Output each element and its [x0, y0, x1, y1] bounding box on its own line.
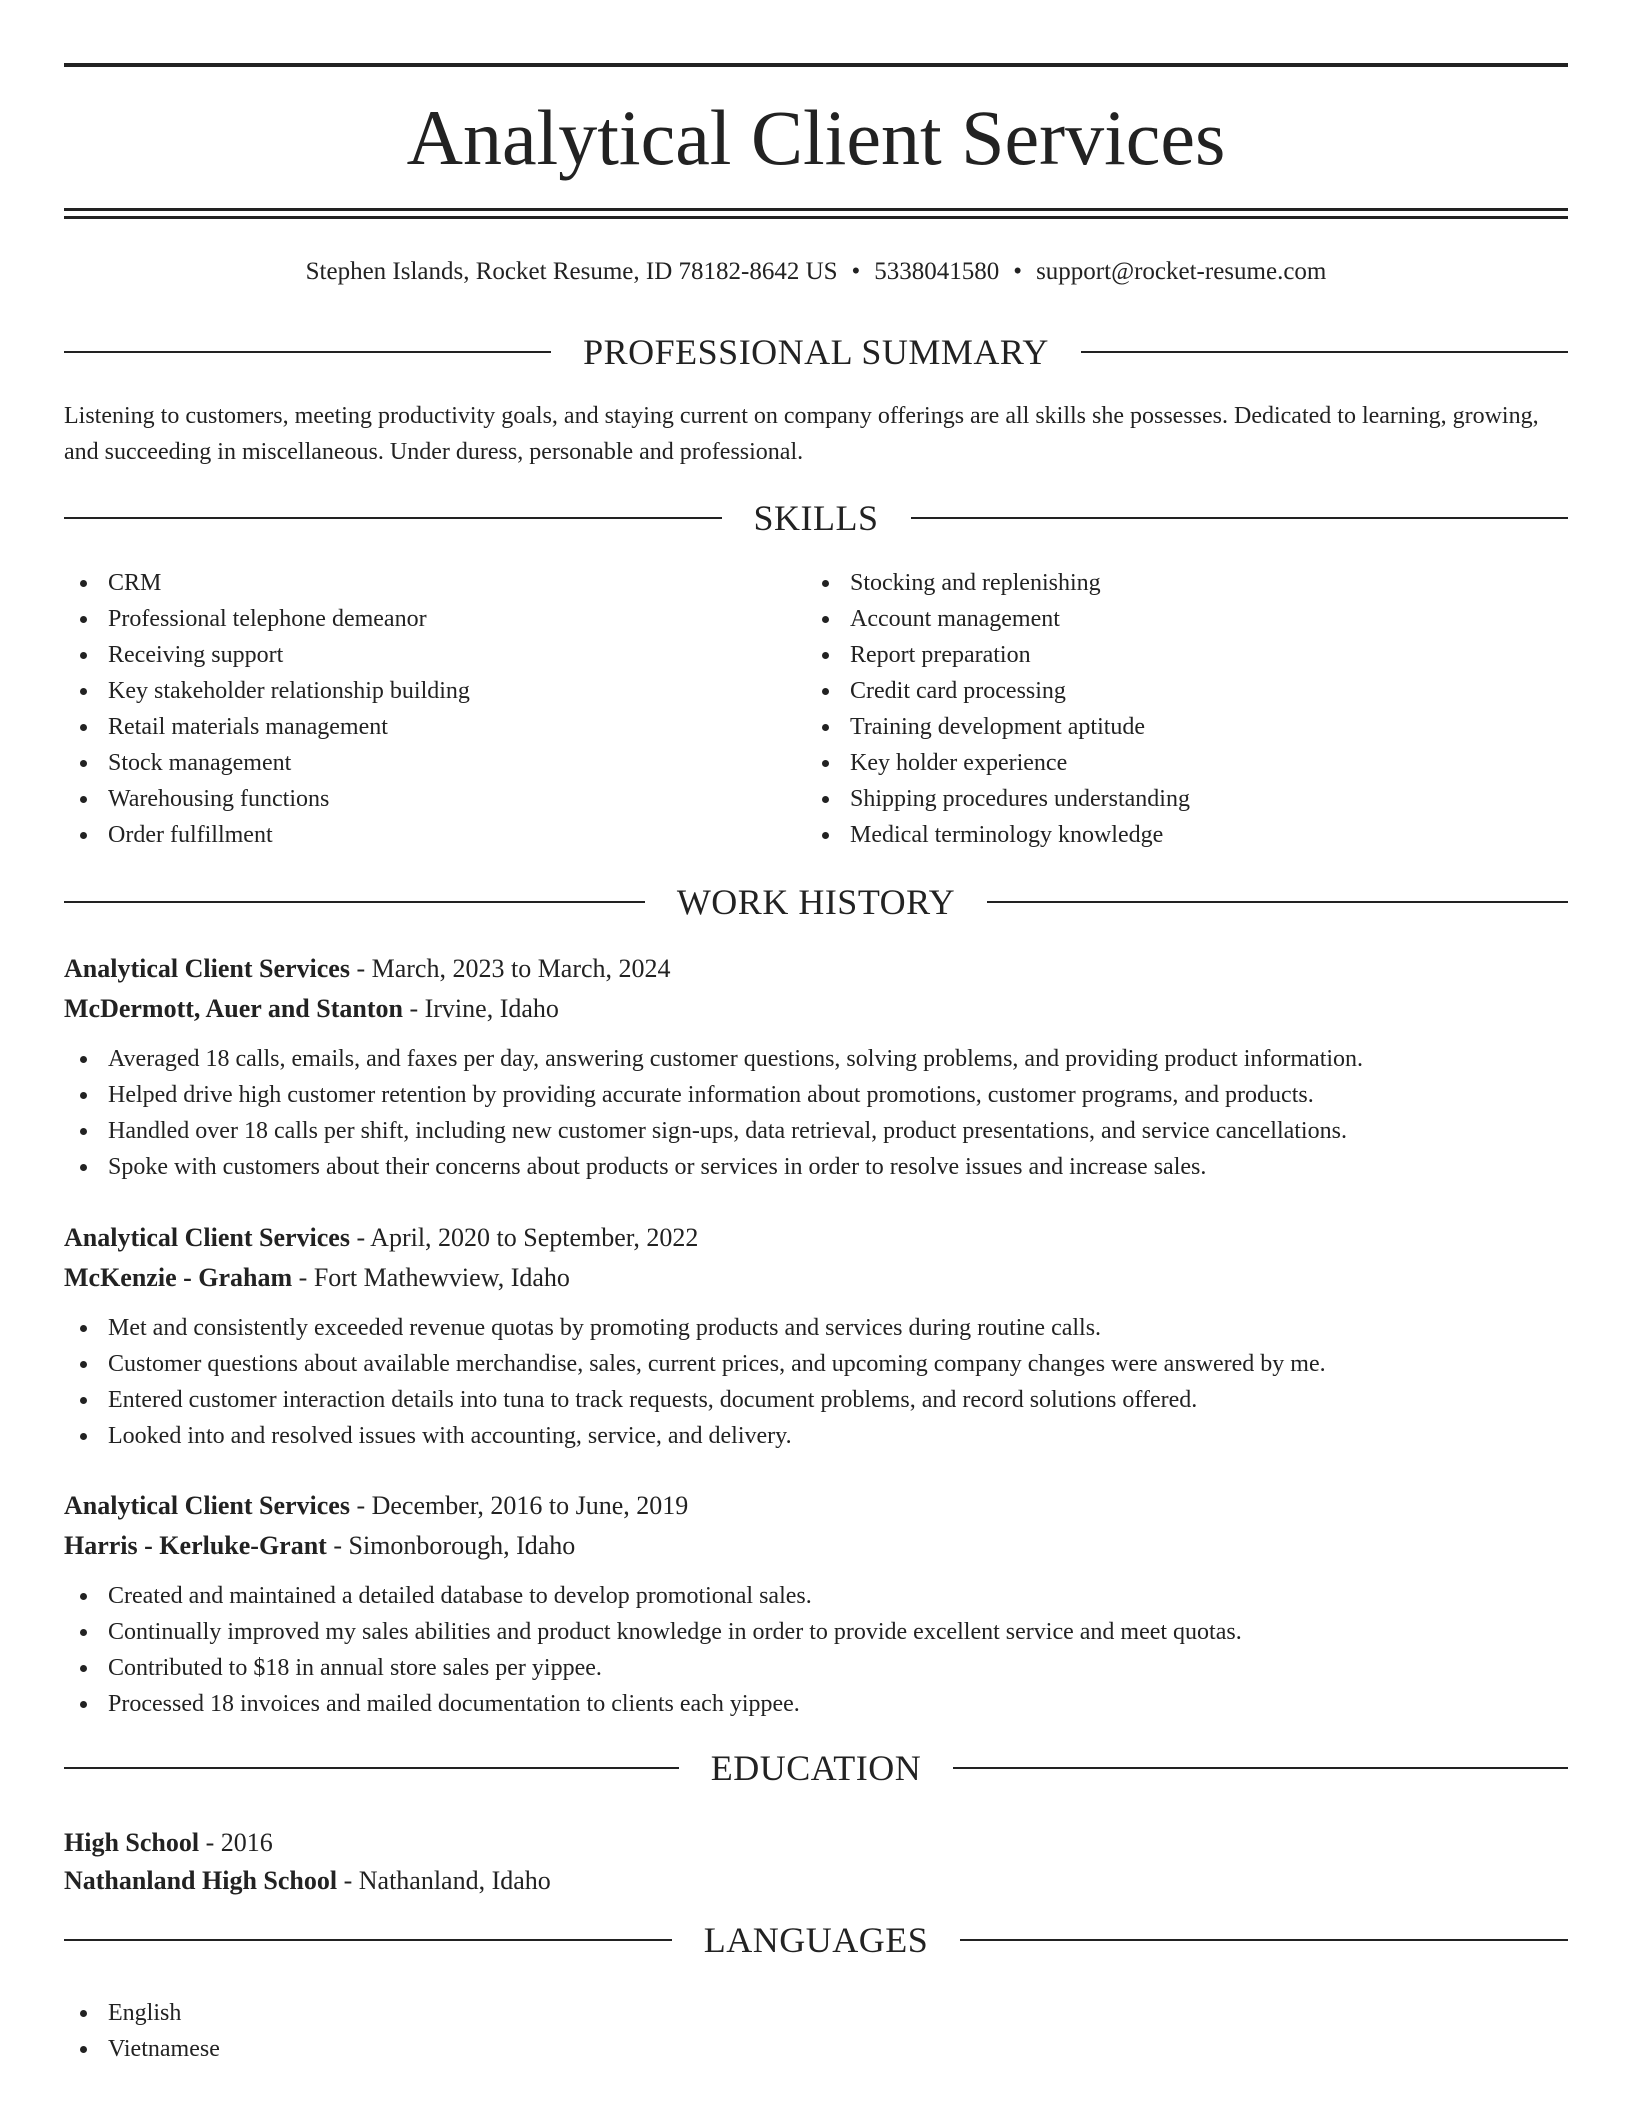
- job-entry: [64, 1486, 1568, 1722]
- skill-item: Warehousing functions: [64, 781, 804, 817]
- section-rule-left: [64, 517, 722, 519]
- section-header-summary: [64, 330, 1568, 374]
- section-rule-right: [1081, 351, 1568, 353]
- job-dates: - April, 2020 to September, 2022: [349, 1223, 699, 1252]
- section-rule-right: [911, 517, 1569, 519]
- education-location: - Nathanland, Idaho: [337, 1866, 551, 1895]
- job-bullets: [64, 1578, 1568, 1722]
- skill-item: Key stakeholder relationship building: [64, 673, 804, 709]
- job-entry: [64, 949, 1568, 1185]
- skill-item: Retail materials management: [64, 709, 804, 745]
- section-rule-right: [953, 1767, 1568, 1769]
- job-title: Analytical Client Services: [64, 1223, 350, 1252]
- job-company: McKenzie - Graham: [64, 1263, 293, 1292]
- education-year: - 2016: [199, 1828, 273, 1857]
- skill-item: Key holder experience: [806, 745, 1568, 781]
- section-header-work-history: [64, 880, 1568, 924]
- job-location: - Simonborough, Idaho: [326, 1531, 576, 1560]
- job-bullet: Continually improved my sales abilities and product knowledge in order to provide excellent service and meet quotas.: [64, 1614, 1568, 1650]
- job-bullet: Looked into and resolved issues with accounting, service, and delivery.: [64, 1418, 1568, 1454]
- contact-separator: •: [1013, 258, 1023, 285]
- languages-list: [64, 1995, 804, 2067]
- skill-item: Shipping procedures understanding: [806, 781, 1568, 817]
- skill-item: Receiving support: [64, 637, 804, 673]
- education-school-line: [64, 1862, 1568, 1900]
- resume-name: Analytical Client Services: [406, 94, 1226, 181]
- job-company-line: [64, 1526, 1568, 1566]
- education-school: Nathanland High School: [64, 1866, 338, 1895]
- skills-list-right: [806, 565, 1568, 853]
- section-rule-left: [64, 351, 551, 353]
- section-rule-left: [64, 1939, 672, 1941]
- header-double-rule-lower: [64, 216, 1568, 219]
- job-title-line: [64, 949, 1568, 989]
- job-title: Analytical Client Services: [64, 954, 350, 983]
- job-bullet: Processed 18 invoices and mailed documentation to clients each yippee.: [64, 1686, 1568, 1722]
- skill-item: Medical terminology knowledge: [806, 817, 1568, 853]
- skills-list-left: [64, 565, 804, 853]
- job-dates: - March, 2023 to March, 2024: [349, 954, 671, 983]
- job-dates: - December, 2016 to June, 2019: [349, 1491, 689, 1520]
- contact-phone: 5338041580: [874, 258, 1000, 285]
- education-degree-line: [64, 1824, 1568, 1862]
- job-location: - Fort Mathewview, Idaho: [292, 1263, 570, 1292]
- job-bullet: Entered customer interaction details into tuna to track requests, document problems, and record solutions offered.: [64, 1382, 1568, 1418]
- section-header-skills: [64, 496, 1568, 540]
- section-rule-right: [960, 1939, 1568, 1941]
- contact-separator: •: [851, 258, 861, 285]
- job-title-line: [64, 1218, 1568, 1258]
- section-title: LANGUAGES: [703, 1920, 929, 1960]
- job-location: - Irvine, Idaho: [402, 994, 559, 1023]
- job-title: Analytical Client Services: [64, 1491, 350, 1520]
- skill-item: Professional telephone demeanor: [64, 601, 804, 637]
- skill-item: Report preparation: [806, 637, 1568, 673]
- section-title: EDUCATION: [710, 1748, 922, 1788]
- job-bullet: Contributed to $18 in annual store sales per yippee.: [64, 1650, 1568, 1686]
- language-item: English: [64, 1995, 804, 2031]
- header-double-rule-upper: [64, 208, 1568, 211]
- job-company: Harris - Kerluke-Grant: [64, 1531, 327, 1560]
- section-header-languages: [64, 1918, 1568, 1962]
- job-bullets: [64, 1310, 1568, 1454]
- header-top-rule: [64, 63, 1568, 67]
- section-header-education: [64, 1746, 1568, 1790]
- contact-line: [64, 252, 1568, 292]
- summary-text: Listening to customers, meeting productivity goals, and staying current on company offerings are all skills she possesses. Dedicated to learning, growing, and succeeding in miscellaneous. Under duress, personable and professional.: [64, 403, 1539, 465]
- section-rule-left: [64, 1767, 679, 1769]
- section-title: PROFESSIONAL SUMMARY: [583, 332, 1049, 372]
- job-company: McDermott, Auer and Stanton: [64, 994, 403, 1023]
- education-degree: High School: [64, 1828, 200, 1857]
- job-entry: [64, 1218, 1568, 1454]
- contact-email: support@rocket-resume.com: [1036, 258, 1327, 285]
- section-title: WORK HISTORY: [676, 882, 956, 922]
- section-rule-right: [987, 901, 1568, 903]
- job-bullet: Spoke with customers about their concerns about products or services in order to resolve issues and increase sales.: [64, 1149, 1568, 1185]
- section-rule-left: [64, 901, 645, 903]
- skill-item: Account management: [806, 601, 1568, 637]
- job-bullet: Averaged 18 calls, emails, and faxes per day, answering customer questions, solving problems, and providing product information.: [64, 1041, 1568, 1077]
- skill-item: Stock management: [64, 745, 804, 781]
- skill-item: CRM: [64, 565, 804, 601]
- job-bullet: Created and maintained a detailed database to develop promotional sales.: [64, 1578, 1568, 1614]
- job-bullet: Helped drive high customer retention by providing accurate information about promotions, customer programs, and products.: [64, 1077, 1568, 1113]
- job-bullet: Met and consistently exceeded revenue quotas by promoting products and services during routine calls.: [64, 1310, 1568, 1346]
- job-title-line: [64, 1486, 1568, 1526]
- job-bullet: Handled over 18 calls per shift, including new customer sign-ups, data retrieval, product presentations, and service cancellations.: [64, 1113, 1568, 1149]
- job-bullet: Customer questions about available merchandise, sales, current prices, and upcoming company changes were answered by me.: [64, 1346, 1568, 1382]
- job-bullets: [64, 1041, 1568, 1185]
- section-title: SKILLS: [753, 498, 879, 538]
- job-company-line: [64, 1258, 1568, 1298]
- education-entry: [64, 1824, 1568, 1900]
- skill-item: Order fulfillment: [64, 817, 804, 853]
- skill-item: Training development aptitude: [806, 709, 1568, 745]
- skill-item: Credit card processing: [806, 673, 1568, 709]
- contact-address: Stephen Islands, Rocket Resume, ID 78182-8642 US: [305, 258, 838, 285]
- language-item: Vietnamese: [64, 2031, 804, 2067]
- job-company-line: [64, 989, 1568, 1029]
- skill-item: Stocking and replenishing: [806, 565, 1568, 601]
